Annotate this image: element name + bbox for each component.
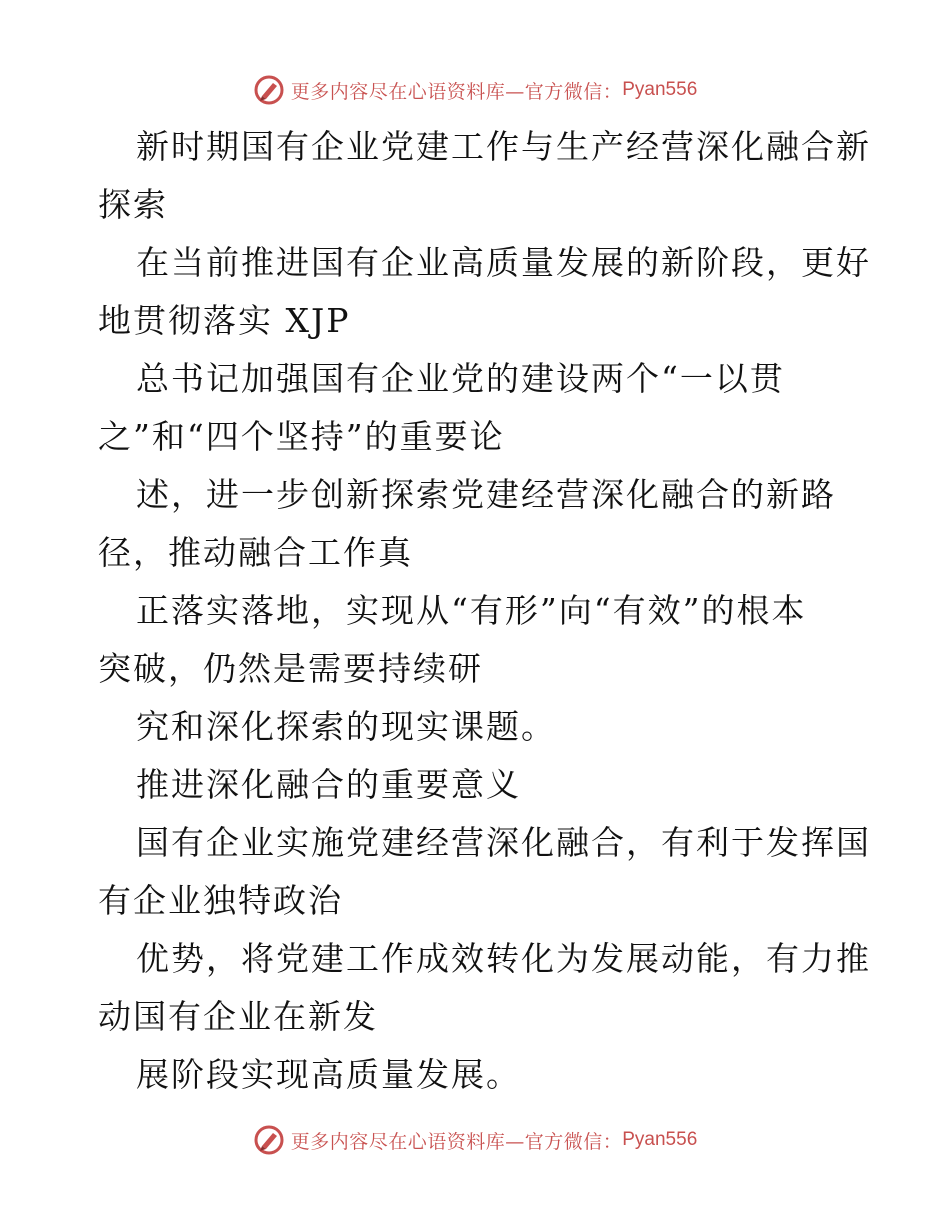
footer-watermark (0, 1120, 950, 1160)
text-line: 探索 (98, 185, 168, 224)
text-line: 推进深化融合的重要意义 (136, 765, 521, 804)
text-line: 在当前推进国有企业高质量发展的新阶段，更好 (136, 243, 871, 282)
pen-logo-icon (253, 1124, 285, 1156)
text-line: 地贯彻落实 XJP (98, 301, 351, 340)
text-line: 径，推动融合工作真 (98, 533, 413, 572)
text-line: 动国有企业在新发 (98, 997, 378, 1036)
text-line: 国有企业实施党建经营深化融合，有利于发挥国 (136, 823, 871, 862)
watermark-text: 更多内容尽在心语资料库—官方微信： (290, 80, 623, 103)
paragraph (98, 234, 871, 350)
section-heading (98, 756, 868, 814)
paragraph (98, 1046, 868, 1104)
text-line: 展阶段实现高质量发展。 (136, 1055, 521, 1094)
document-body (98, 118, 871, 1104)
paragraph (98, 582, 868, 698)
paragraph (98, 930, 871, 1046)
text-line: 述，进一步创新探索党建经营深化融合的新路 (136, 475, 836, 514)
text-line: 突破，仍然是需要持续研 (98, 649, 483, 688)
watermark-text: 更多内容尽在心语资料库—官方微信： (290, 1130, 623, 1153)
text-line: 新时期国有企业党建工作与生产经营深化融合新 (136, 127, 871, 166)
paragraph (98, 466, 868, 582)
paragraph (98, 698, 868, 756)
header-watermark (0, 70, 950, 110)
text-line: 正落实落地，实现从“有形”向“有效”的根本 (136, 591, 807, 630)
text-line: 有企业独特政治 (98, 881, 343, 920)
watermark-account: Pyan556 (622, 1129, 698, 1150)
text-line: 总书记加强国有企业党的建设两个“一以贯 (136, 359, 785, 398)
paragraph-title (98, 118, 871, 234)
paragraph (98, 814, 871, 930)
text-line: 优势，将党建工作成效转化为发展动能，有力推 (136, 939, 871, 978)
text-line: 之”和“四个坚持”的重要论 (98, 417, 505, 456)
paragraph (98, 350, 868, 466)
watermark-account: Pyan556 (622, 79, 698, 100)
text-line: 究和深化探索的现实课题。 (136, 707, 556, 746)
pen-logo-icon (253, 74, 285, 106)
